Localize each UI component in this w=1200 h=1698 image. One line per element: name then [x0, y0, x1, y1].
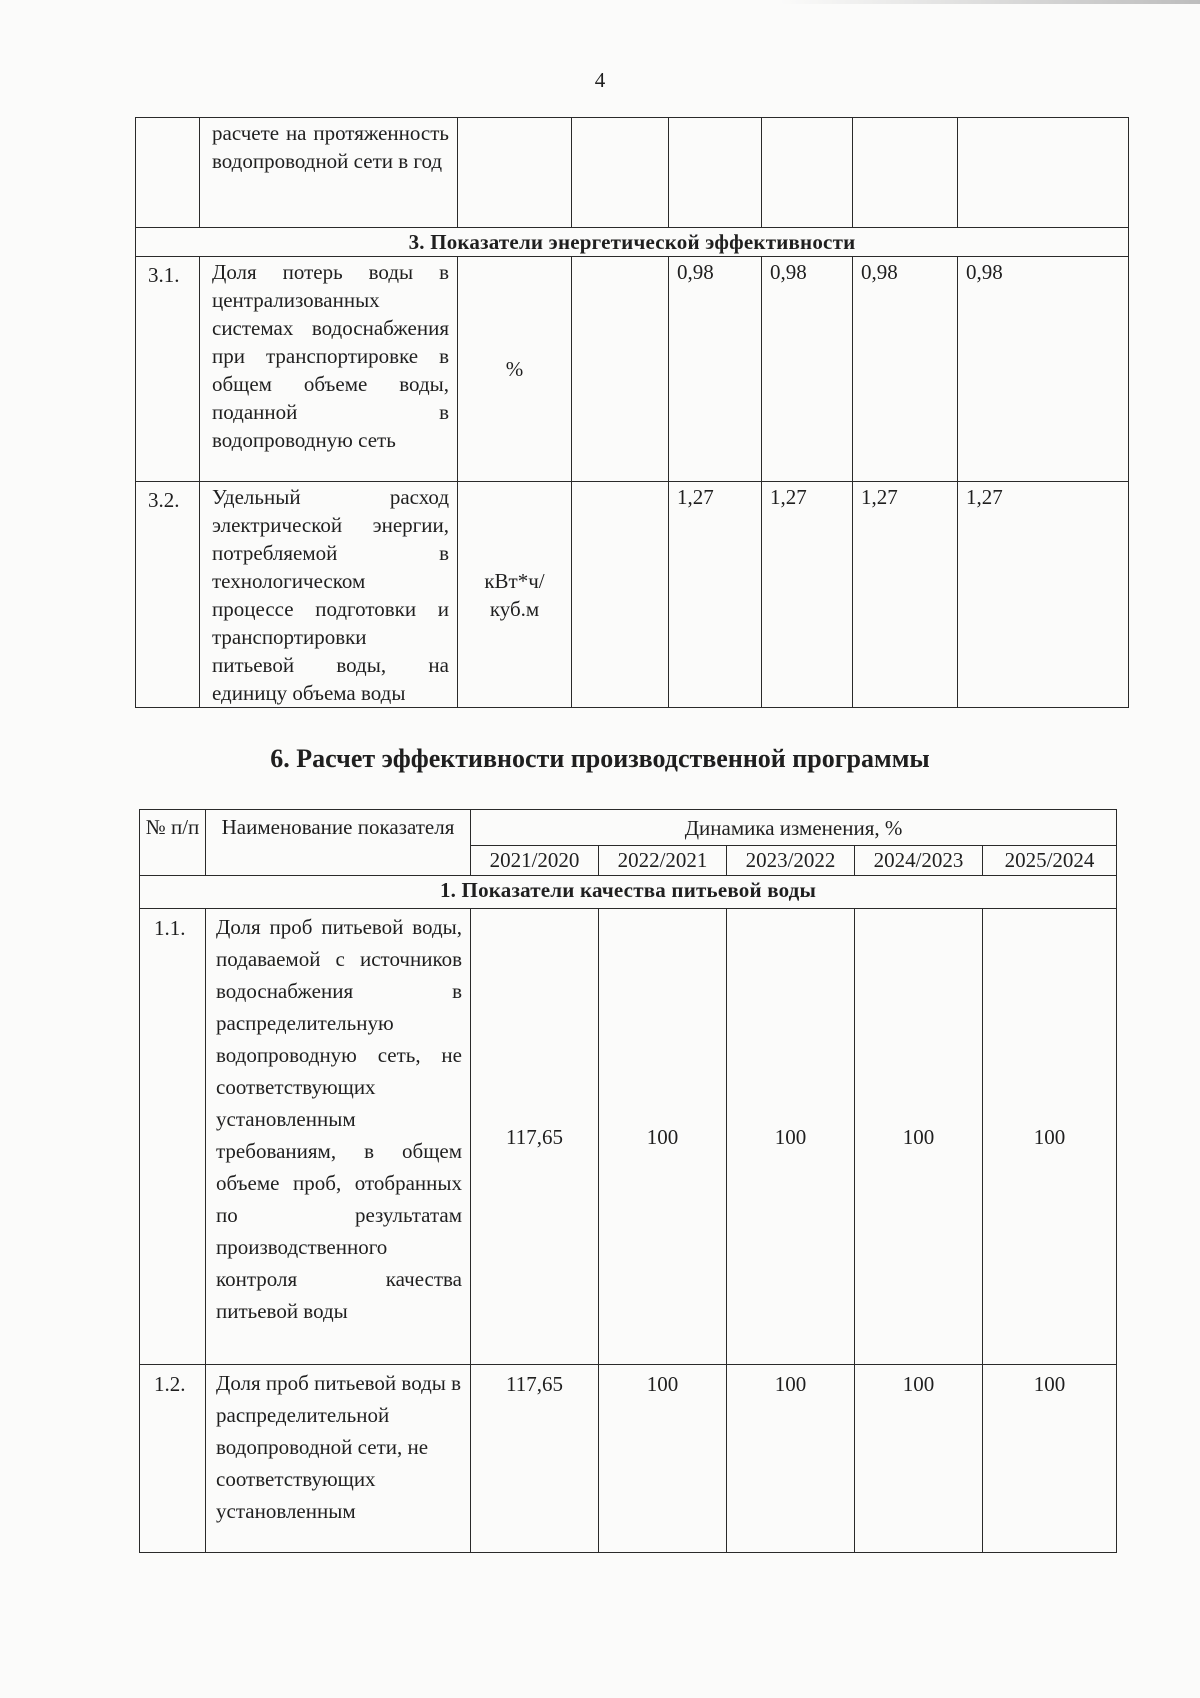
value-cell [572, 482, 669, 708]
value-cell: 100 [983, 909, 1117, 1365]
header-indicator-name: Наименование показателя [206, 810, 471, 876]
indicator-name-cell: расчете на протяженность водопроводной сети в год [200, 118, 458, 228]
table-row [136, 482, 1129, 708]
header-year: 2022/2021 [599, 846, 727, 876]
table-row [136, 118, 1129, 228]
row-number-cell: 3.2. [136, 482, 200, 708]
program-efficiency-table [139, 809, 1117, 1553]
section-title: 3. Показатели энергетической эффективности [136, 228, 1129, 257]
value-cell: 0,98 [762, 257, 853, 482]
row-number-cell: 1.1. [140, 909, 206, 1365]
value-cell: 0,98 [958, 257, 1129, 482]
unit-cell [458, 118, 572, 228]
value-cell: 1,27 [669, 482, 762, 708]
unit-cell: кВт*ч/ куб.м [458, 482, 572, 708]
value-cell [853, 118, 958, 228]
indicator-name-cell: Удельный расход электрической энергии, потребляемой в технологическом процессе подготовки и транспортировки питьевой воды, на единицу объема воды [200, 482, 458, 708]
header-row [140, 810, 1117, 846]
row-number-cell: 3.1. [136, 257, 200, 482]
value-cell: 117,65 [471, 1365, 599, 1553]
header-year: 2024/2023 [855, 846, 983, 876]
indicator-name-cell: Доля проб питьевой воды в распределительной водопроводной сети, не соответствующих установленным [206, 1365, 471, 1553]
value-cell: 100 [855, 909, 983, 1365]
value-cell [572, 118, 669, 228]
header-year: 2025/2024 [983, 846, 1117, 876]
header-year: 2021/2020 [471, 846, 599, 876]
table-row [140, 1365, 1117, 1553]
value-cell: 100 [599, 909, 727, 1365]
value-cell [572, 257, 669, 482]
value-cell: 0,98 [669, 257, 762, 482]
indicator-name-cell: Доля проб питьевой воды, подаваемой с источников водоснабжения в распределительную водопроводную сеть, не соответствующих установленным требованиям, в общем объеме проб, отобранных по результатам производственного контроля качества питьевой воды [206, 909, 471, 1365]
section-title: 1. Показатели качества питьевой воды [140, 876, 1117, 909]
table-row [136, 257, 1129, 482]
energy-efficiency-table [135, 117, 1129, 708]
header-number: № п/п [140, 810, 206, 876]
header-dynamics: Динамика изменения, % [471, 810, 1117, 846]
value-cell: 100 [727, 1365, 855, 1553]
value-cell: 100 [599, 1365, 727, 1553]
section-row [136, 228, 1129, 257]
value-cell: 1,27 [762, 482, 853, 708]
value-cell [958, 118, 1129, 228]
value-cell: 1,27 [958, 482, 1129, 708]
section-row [140, 876, 1117, 909]
value-cell [669, 118, 762, 228]
row-number-cell [136, 118, 200, 228]
value-cell: 0,98 [853, 257, 958, 482]
value-cell: 100 [855, 1365, 983, 1553]
value-cell: 1,27 [853, 482, 958, 708]
value-cell [762, 118, 853, 228]
scan-edge-shadow [780, 0, 1200, 4]
indicator-name-cell: Доля потерь воды в централизованных системах водоснабжения при транспортировке в общем объеме воды, поданной в водопроводную сеть [200, 257, 458, 482]
value-cell: 117,65 [471, 909, 599, 1365]
header-year: 2023/2022 [727, 846, 855, 876]
value-cell: 100 [983, 1365, 1117, 1553]
table-row [140, 909, 1117, 1365]
section-heading: 6. Расчет эффективности производственной программы [270, 744, 930, 773]
unit-cell: % [458, 257, 572, 482]
value-cell: 100 [727, 909, 855, 1365]
row-number-cell: 1.2. [140, 1365, 206, 1553]
page-number: 4 [594, 68, 606, 92]
